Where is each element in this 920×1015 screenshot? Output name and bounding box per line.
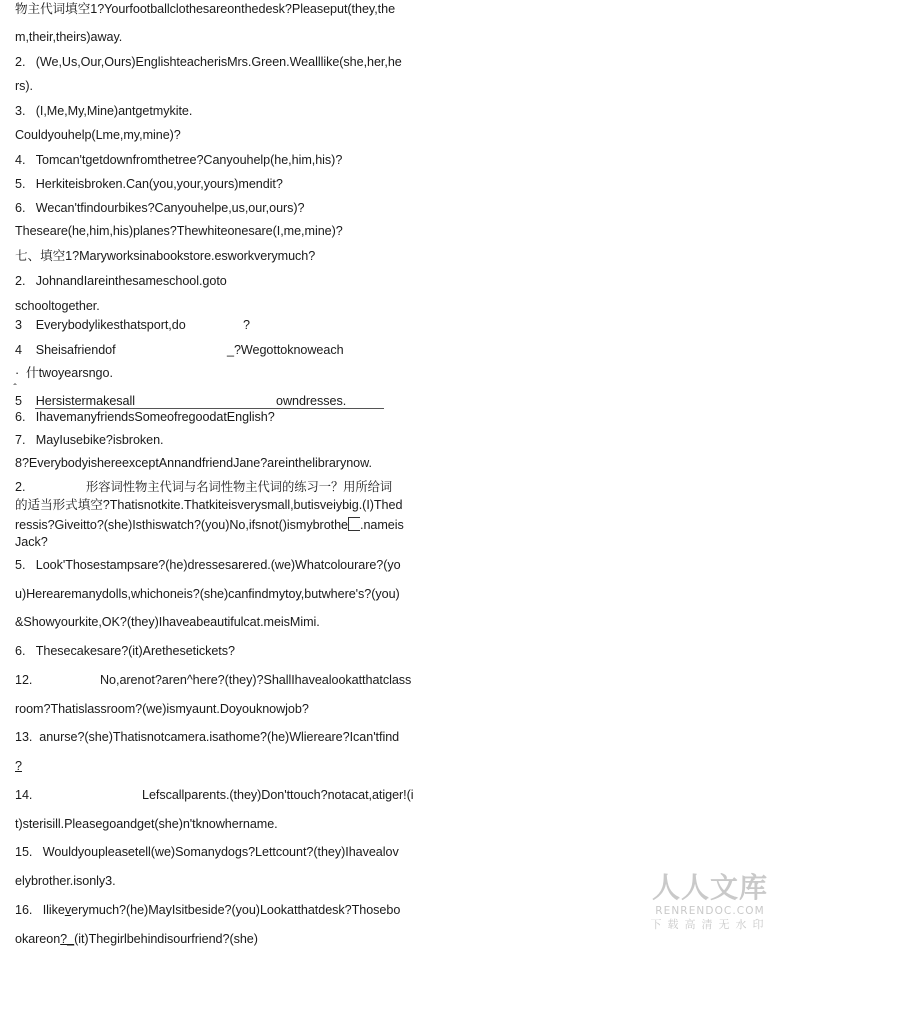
- text-line: 2. (We,Us,Our,Ours)EnglishteacherisMrs.Green.Wealllike(she,her,he: [15, 55, 402, 69]
- text-line: rs).: [15, 79, 33, 93]
- text-line: 6. IhavemanyfriendsSomeofregoodatEnglish?: [15, 410, 275, 424]
- text-line: 15. Wouldyoupleasetell(we)Somanydogs?Lettcount?(they)Ihavealov: [15, 845, 399, 859]
- text-line: 七、填空1?Maryworksinabookstore.esworkverymuch?: [15, 249, 316, 263]
- text-line: 3 Everybodylikesthatsport,do: [15, 318, 186, 332]
- text-line: 2.: [15, 480, 26, 494]
- watermark-logo: [647, 872, 773, 932]
- text-line: m,their,theirs)away.: [15, 30, 123, 44]
- text-fragment: Lefscallparents.(they)Don'ttouch?notacat,atiger!(i: [142, 788, 414, 802]
- text-line: 4. Tomcan'tgetdownfromthetree?Canyouhelp(he,him,his)?: [15, 153, 343, 167]
- text-line: 5 Hersistermakesall: [15, 394, 135, 408]
- text-line: 5. Look'Thosestampsare?(he)dressesarered.(we)Whatcolourare?(yo: [15, 558, 401, 572]
- text-line: Theseare(he,him,his)planes?Thewhiteonesare(I,me,mine)?: [15, 224, 343, 238]
- text-fragment: No,arenot?aren^here?(they)?ShallIhavealookatthatclass: [100, 673, 412, 687]
- text-line: 8?EverybodyishereexceptAnnandfriendJane?areinthelibrarynow.: [15, 456, 372, 470]
- text-line: 6. Wecan'tfindourbikes?Canyouhelpe,us,our,ours)?: [15, 201, 305, 215]
- text-line: &Showyourkite,OK?(they)Ihaveabeautifulcat.meisMimi.: [15, 615, 320, 629]
- text-line: ressis?Giveitto?(she)Isthiswatch?(you)No,ifsnot()ismybrothe .nameis: [15, 518, 404, 532]
- watermark-slogan: 下载高清无水印: [650, 918, 770, 931]
- text-line: 12.: [15, 673, 33, 687]
- text-line: 物主代词填空1?Yourfootballclothesareonthedesk?Pleaseput(they,the: [15, 2, 396, 16]
- text-line: t)sterisill.Pleasegoandget(she)n'tknowhername.: [15, 817, 278, 831]
- text-line: 5. Herkiteisbroken.Can(you,your,yours)mendit?: [15, 177, 283, 191]
- text-line: 的适当形式填空?Thatisnotkite.Thatkiteisverysmall,butisveiybig.(I)Thed: [15, 498, 403, 512]
- text-line: 7. MayIusebike?isbroken.: [15, 433, 164, 447]
- text-fragment: owndresses.: [276, 394, 347, 408]
- text-line: schooltogether.: [15, 299, 100, 313]
- text-line: 3. (I,Me,My,Mine)antgetmykite.: [15, 104, 193, 118]
- text-line: Jack?: [15, 535, 48, 549]
- text-line: room?Thatislassroom?(we)ismyaunt.Doyouknowjob?: [15, 702, 309, 716]
- text-line: 14.: [15, 788, 33, 802]
- watermark-title: 人人文库: [651, 871, 768, 904]
- text-fragment: _?Wegottoknoweach: [227, 343, 344, 357]
- text-line: okareon?_(it)Thegirlbehindisourfriend?(she): [15, 932, 258, 946]
- text-line: 16. Ilikeverymuch?(he)MayIsitbeside?(you)Lookatthatdesk?Thosebo: [15, 903, 401, 917]
- text-line: 2. JohnandIareinthesameschool.goto: [15, 274, 227, 288]
- text-line: u)Herearemanydolls,whichoneis?(she)canfindmytoy,butwhere's?(you): [15, 587, 400, 601]
- text-fragment: 形容词性物主代词与名词性物主代词的练习一？用所给词: [86, 480, 393, 494]
- text-line: 4 Sheisafriendof: [15, 343, 116, 357]
- text-line: elybrother.isonly3.: [15, 874, 116, 888]
- text-line: 6. Thesecakesare?(it)Arethesetickets?: [15, 644, 235, 658]
- blank-mark: ?: [243, 318, 250, 332]
- text-line: 13. anurse?(she)Thatisnotcamera.isathome?(he)Wliereare?Ican'tfind: [15, 730, 400, 744]
- watermark-domain: RENRENDOC.COM: [655, 905, 765, 917]
- box-mark: [348, 517, 360, 531]
- text-line: Couldyouhelp(Lme,my,mine)?: [15, 128, 181, 142]
- text-line: · 什twoyearsngo.: [15, 366, 113, 380]
- text-line: ?: [15, 759, 22, 773]
